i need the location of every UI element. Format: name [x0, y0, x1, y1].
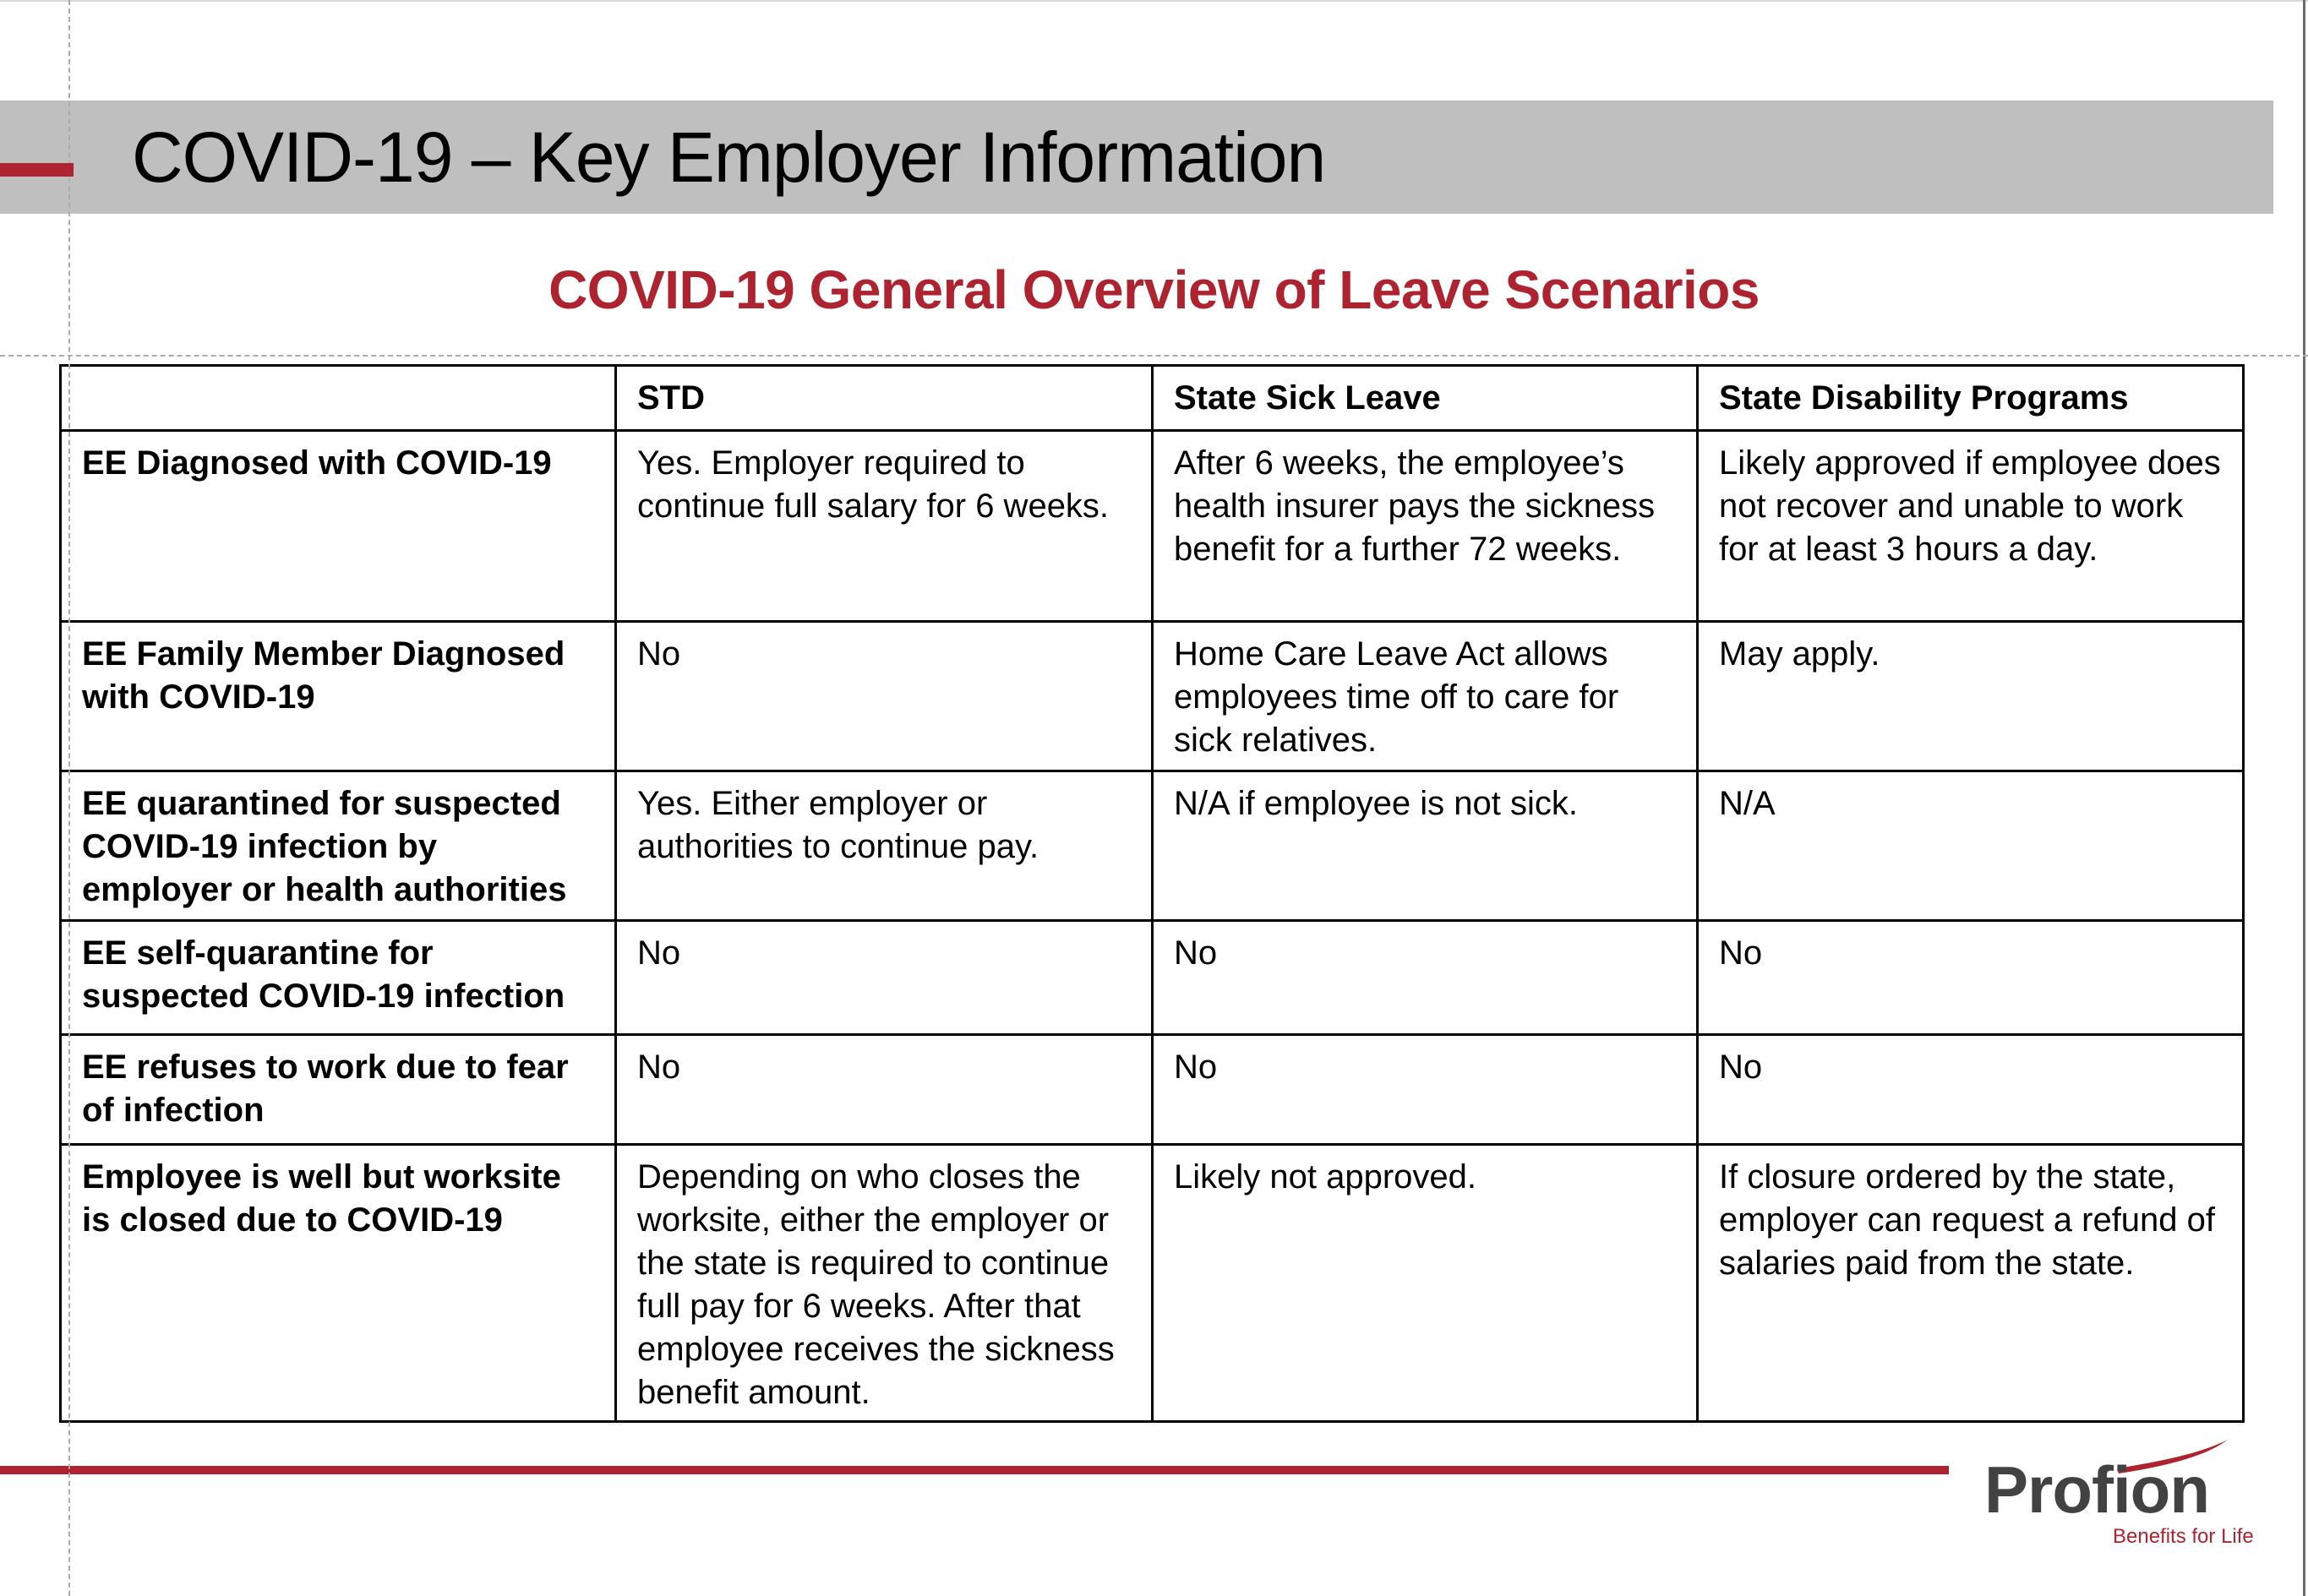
page-top-border [0, 0, 2308, 2]
state-sick-leave-cell: No [1153, 921, 1698, 1035]
state-disability-cell: No [1698, 921, 2244, 1035]
header-std: STD [616, 366, 1153, 431]
state-sick-leave-cell: N/A if employee is not sick. [1153, 771, 1698, 921]
std-cell: No [616, 921, 1153, 1035]
table-row [61, 1035, 2244, 1145]
state-disability-cell: N/A [1698, 771, 2244, 921]
std-cell: No [616, 622, 1153, 771]
header-state-sick-leave: State Sick Leave [1153, 366, 1698, 431]
title-accent-bar [0, 163, 74, 177]
state-sick-leave-cell: No [1153, 1035, 1698, 1145]
slide-title: COVID-19 – Key Employer Information [132, 117, 1326, 197]
logo-tagline: Benefits for Life [2113, 1525, 2254, 1548]
table-row [61, 771, 2244, 921]
profion-logo [1978, 1436, 2282, 1555]
scenario-cell: Employee is well but worksite is closed due to COVID-19 [61, 1145, 616, 1422]
header-scenario [61, 366, 616, 431]
state-sick-leave-cell: Likely not approved. [1153, 1145, 1698, 1422]
table-row [61, 921, 2244, 1035]
leave-scenarios-table [59, 364, 2245, 1423]
std-cell: Depending on who closes the worksite, either the employer or the state is required to continue full pay for 6 weeks. After that employee receives the sickness benefit amount. [616, 1145, 1153, 1422]
scenario-cell: EE self-quarantine for suspected COVID-19 infection [61, 921, 616, 1035]
state-sick-leave-cell: After 6 weeks, the employee’s health insurer pays the sickness benefit for a further 72 weeks. [1153, 431, 1698, 622]
state-sick-leave-cell: Home Care Leave Act allows employees time off to care for sick relatives. [1153, 622, 1698, 771]
state-disability-cell: Likely approved if employee does not recover and unable to work for at least 3 hours a day. [1698, 431, 2244, 622]
vertical-guide-line [68, 0, 70, 1596]
slide-subtitle-text: COVID-19 General Overview of Leave Scenarios [548, 259, 1760, 320]
state-disability-cell: If closure ordered by the state, employer can request a refund of salaries paid from the state. [1698, 1145, 2244, 1422]
table-row [61, 622, 2244, 771]
std-cell: No [616, 1035, 1153, 1145]
page-right-border [2303, 0, 2305, 1596]
std-cell: Yes. Either employer or authorities to continue pay. [616, 771, 1153, 921]
table-header-row [61, 366, 2244, 431]
scenario-cell: EE refuses to work due to fear of infection [61, 1035, 616, 1145]
logo-wordmark: Profion [1984, 1452, 2209, 1527]
scenario-cell: EE Family Member Diagnosed with COVID-19 [61, 622, 616, 771]
state-disability-cell: No [1698, 1035, 2244, 1145]
scenario-cell: EE Diagnosed with COVID-19 [61, 431, 616, 622]
state-disability-cell: May apply. [1698, 622, 2244, 771]
slide-subtitle [0, 253, 2308, 326]
header-state-disability: State Disability Programs [1698, 366, 2244, 431]
table-row [61, 431, 2244, 622]
std-cell: Yes. Employer required to continue full salary for 6 weeks. [616, 431, 1153, 622]
horizontal-guide-line [0, 355, 2308, 357]
table-row [61, 1145, 2244, 1422]
scenario-cell: EE quarantined for suspected COVID-19 infection by employer or health authorities [61, 771, 616, 921]
footer-accent-bar [0, 1466, 1949, 1474]
